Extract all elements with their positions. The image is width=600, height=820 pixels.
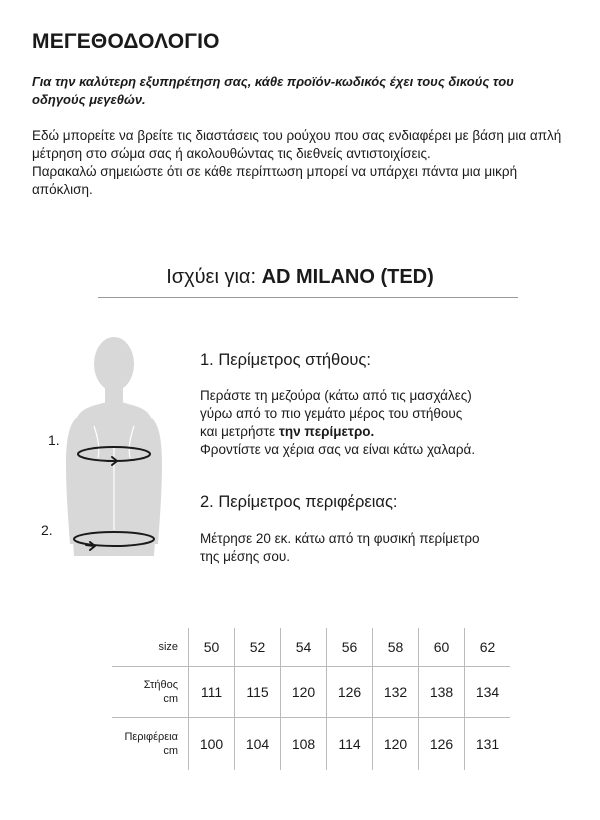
table-cell: 104 bbox=[235, 718, 281, 771]
row-header bbox=[112, 628, 189, 667]
measurement-label-1: 1. bbox=[48, 432, 60, 448]
section-line: Φροντίστε να χέρια σας να είναι κάτω χαλαρά. bbox=[200, 442, 476, 457]
section-text-chest bbox=[200, 387, 560, 459]
table-cell: 111 bbox=[189, 667, 235, 718]
table-cell: 50 bbox=[189, 628, 235, 667]
table-cell: 126 bbox=[327, 667, 373, 718]
intro-paragraph: Παρακαλώ σημειώστε ότι σε κάθε περίπτωση μπορεί να υπάρχει πάντα μια μικρή απόκλιση. bbox=[32, 164, 518, 197]
table-cell: 52 bbox=[235, 628, 281, 667]
table-row bbox=[112, 718, 510, 771]
table-cell: 120 bbox=[281, 667, 327, 718]
table-row bbox=[112, 667, 510, 718]
table-cell: 132 bbox=[373, 667, 419, 718]
applies-product: AD MILANO (TED) bbox=[261, 266, 434, 288]
intro-text bbox=[32, 127, 572, 199]
row-header-label: size bbox=[158, 641, 178, 653]
torso-measurement-icon bbox=[44, 330, 184, 575]
torso-illustration bbox=[44, 330, 184, 570]
row-header-unit: cm bbox=[163, 745, 178, 757]
row-header bbox=[112, 718, 189, 771]
page-title: ΜΕΓΕΘΟΔΟΛΟΓΙΟ bbox=[32, 30, 220, 53]
section-line: Μέτρησε 20 εκ. κάτω από τη φυσική περίμετρο bbox=[200, 531, 480, 546]
section-line: της μέσης σου. bbox=[200, 549, 290, 564]
table-cell: 131 bbox=[465, 718, 511, 771]
section-line: Περάστε τη μεζούρα (κάτω από τις μασχάλες) bbox=[200, 388, 472, 403]
table-cell: 115 bbox=[235, 667, 281, 718]
intro-bold-text: Για την καλύτερη εξυπηρέτηση σας, κάθε προϊόν-κωδικός έχει τους δικούς του οδηγούς μεγεθών. bbox=[32, 74, 514, 107]
section-line-prefix: και μετρήστε bbox=[200, 424, 279, 439]
row-header-label: Περιφέρεια bbox=[124, 731, 178, 743]
table-cell: 126 bbox=[419, 718, 465, 771]
table-cell: 100 bbox=[189, 718, 235, 771]
applies-prefix: Ισχύει για: bbox=[166, 266, 262, 288]
table-cell: 138 bbox=[419, 667, 465, 718]
row-header bbox=[112, 667, 189, 718]
table-cell: 58 bbox=[373, 628, 419, 667]
section-line: γύρω από το πιο γεμάτο μέρος του στήθους bbox=[200, 406, 463, 421]
table-cell: 56 bbox=[327, 628, 373, 667]
table-cell: 134 bbox=[465, 667, 511, 718]
divider bbox=[98, 297, 518, 298]
table-cell: 114 bbox=[327, 718, 373, 771]
section-text-hips bbox=[200, 530, 560, 566]
section-line bbox=[200, 423, 560, 441]
measurement-label-2: 2. bbox=[41, 522, 53, 538]
row-header-unit: cm bbox=[163, 693, 178, 705]
table-cell: 60 bbox=[419, 628, 465, 667]
applies-to-heading bbox=[0, 266, 600, 289]
section-title-chest: 1. Περίμετρος στήθους: bbox=[200, 351, 371, 369]
section-line-bold: την περίμετρο. bbox=[278, 424, 375, 439]
intro-paragraph: Εδώ μπορείτε να βρείτε τις διαστάσεις του ρούχου που σας ενδιαφέρει με βάση μια απλή μέτρηση στο σώμα σας ή ακολουθώντας τις διεθνείς αντιστοιχίσεις. bbox=[32, 128, 562, 161]
table-cell: 62 bbox=[465, 628, 511, 667]
size-table bbox=[112, 628, 510, 770]
row-header-label: Στήθος bbox=[143, 679, 178, 691]
section-title-hips: 2. Περίμετρος περιφέρειας: bbox=[200, 493, 398, 511]
table-cell: 120 bbox=[373, 718, 419, 771]
table-row bbox=[112, 628, 510, 667]
table-cell: 54 bbox=[281, 628, 327, 667]
table-cell: 108 bbox=[281, 718, 327, 771]
